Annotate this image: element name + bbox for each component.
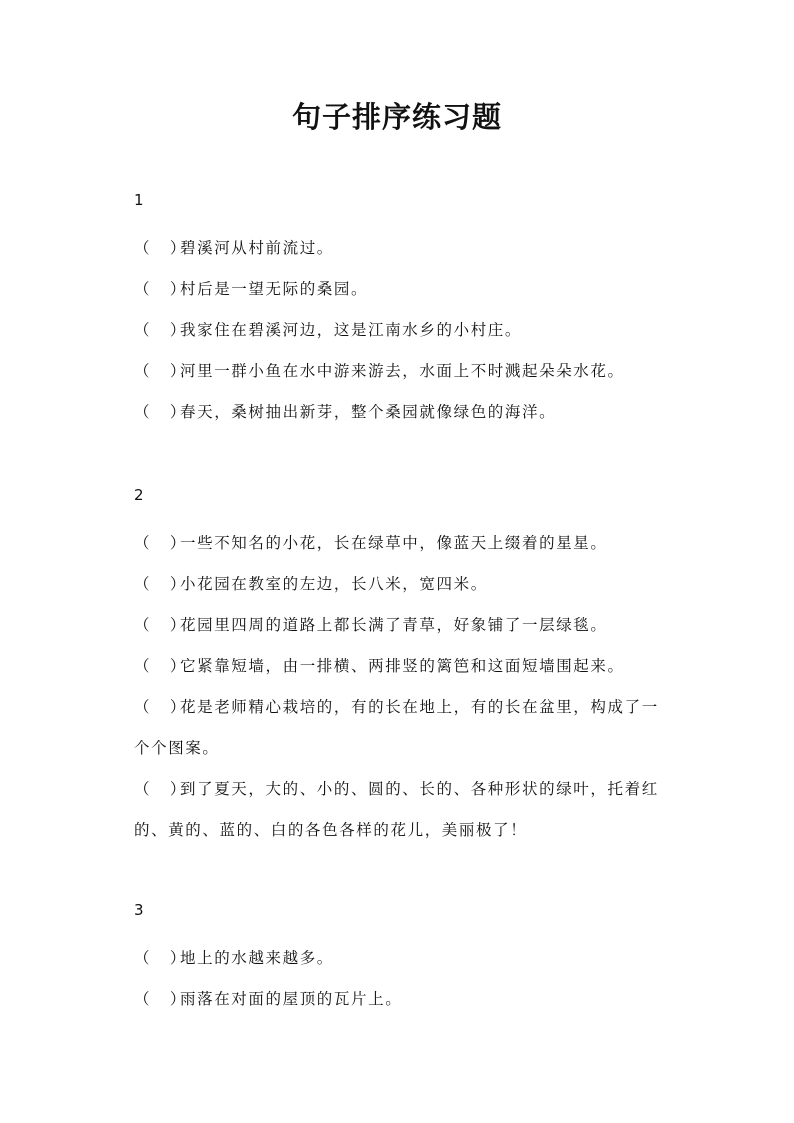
sentence-text: 地上的水越来越多。 (180, 949, 334, 967)
sentence-item (134, 228, 674, 269)
sentence-item (134, 351, 674, 392)
answer-blank: （ ） (134, 321, 186, 339)
sentence-text: 花是老师精心栽培的，有的长在地上，有的长在盆里，构成了一个个图案。 (134, 698, 659, 757)
sentence-text: 它紧靠短墙，由一排横、两排竖的篱笆和这面短墙围起来。 (180, 657, 625, 675)
sentence-list (134, 228, 674, 433)
sentence-text: 到了夏天，大的、小的、圆的、长的、各种形状的绿叶，托着红的、黄的、蓝的、白的各色各样的花儿，美丽极了！ (134, 780, 659, 839)
sentence-list (134, 938, 674, 1020)
section-2 (134, 481, 674, 851)
sentence-item (134, 523, 674, 564)
section-number: 3 (134, 901, 144, 919)
section-3 (134, 896, 674, 1020)
sentence-text: 雨落在对面的屋顶的瓦片上。 (180, 990, 403, 1008)
sentence-text: 我家住在碧溪河边，这是江南水乡的小村庄。 (180, 321, 523, 339)
section-number: 2 (134, 486, 144, 504)
sentence-text: 花园里四周的道路上都长满了青草，好象铺了一层绿毯。 (180, 616, 608, 634)
page-title: 句子排序练习题 (291, 100, 502, 134)
sentence-item (134, 392, 674, 433)
sentence-text: 碧溪河从村前流过。 (180, 239, 334, 257)
sentence-item (134, 269, 674, 310)
answer-blank: （ ） (134, 780, 186, 798)
sentence-text: 一些不知名的小花，长在绿草中，像蓝天上缀着的星星。 (180, 534, 608, 552)
answer-blank: （ ） (134, 698, 186, 716)
sentence-text: 村后是一望无际的桑园。 (180, 280, 369, 298)
sentence-text: 小花园在教室的左边，长八米，宽四米。 (180, 575, 488, 593)
section-number: 1 (134, 191, 144, 209)
answer-blank: （ ） (134, 949, 186, 967)
sentence-item (134, 687, 674, 769)
sentence-text: 春天，桑树抽出新芽，整个桑园就像绿色的海洋。 (180, 403, 557, 421)
answer-blank: （ ） (134, 657, 186, 675)
sentence-item (134, 938, 674, 979)
answer-blank: （ ） (134, 362, 186, 380)
section-1 (134, 186, 674, 433)
sentence-item (134, 310, 674, 351)
sentence-list (134, 523, 674, 851)
answer-blank: （ ） (134, 990, 186, 1008)
answer-blank: （ ） (134, 616, 186, 634)
sentence-item (134, 769, 674, 851)
answer-blank: （ ） (134, 280, 186, 298)
sentence-item (134, 646, 674, 687)
answer-blank: （ ） (134, 534, 186, 552)
answer-blank: （ ） (134, 403, 186, 421)
sentence-item (134, 979, 674, 1020)
answer-blank: （ ） (134, 239, 186, 257)
answer-blank: （ ） (134, 575, 186, 593)
sentence-item (134, 605, 674, 646)
sentence-text: 河里一群小鱼在水中游来游去，水面上不时溅起朵朵水花。 (180, 362, 625, 380)
sentence-item (134, 564, 674, 605)
